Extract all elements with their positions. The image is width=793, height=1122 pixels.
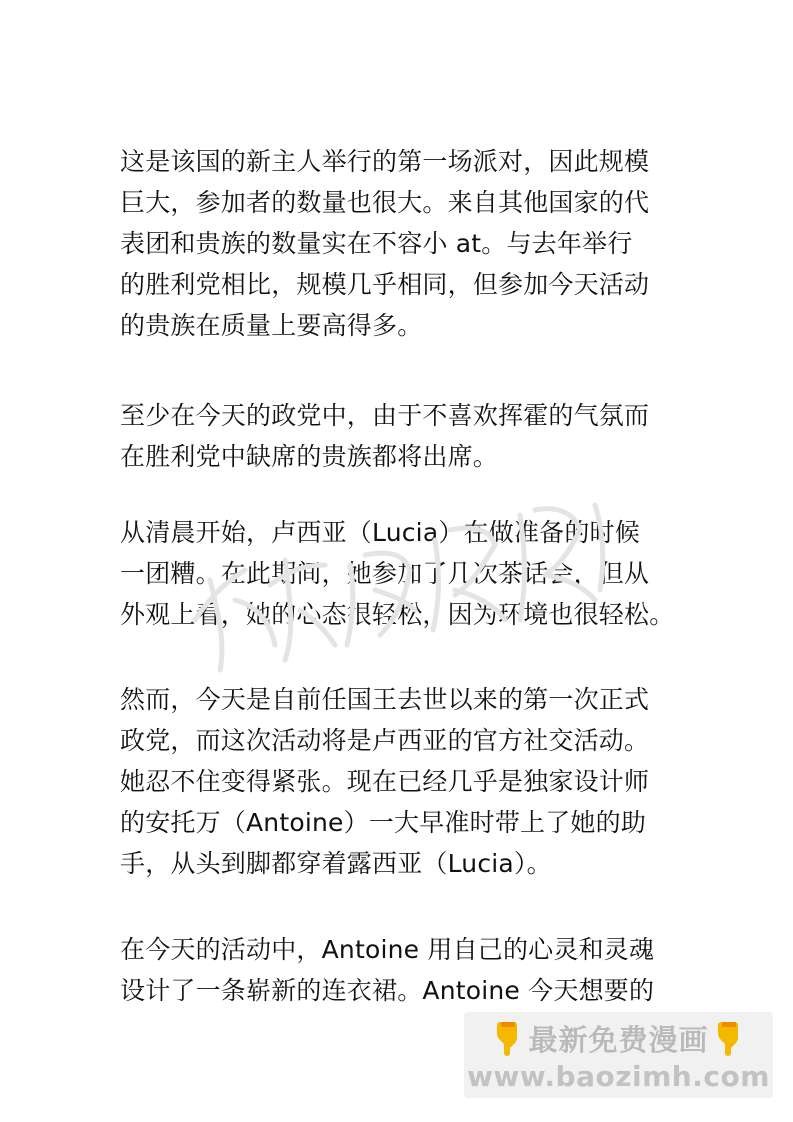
text-line: 巨大，参加者的数量也很大。来自其他国家的代 xyxy=(120,188,650,217)
text-line: 这是该国的新主人举行的第一场派对，因此规模 xyxy=(120,147,650,176)
promo-title: 最新免费漫画 xyxy=(528,1022,709,1057)
pointing-down-hand-icon xyxy=(713,1020,745,1056)
paragraph-1 xyxy=(120,141,680,346)
promo-title-row xyxy=(464,1018,773,1058)
text-line: 的安托万（Antoine）一大早准时带上了她的助 xyxy=(120,808,647,837)
paragraph-4 xyxy=(120,679,680,884)
text-line: 她忍不住变得紧张。现在已经几乎是独家设计师 xyxy=(120,767,650,796)
text-line: 外观上看，她的心态很轻松，因为环境也很轻松。 xyxy=(120,600,675,629)
text-line: 至少在今天的政党中，由于不喜欢挥霍的气氛而 xyxy=(120,401,650,430)
text-line: 在今天的活动中，Antoine 用自己的心灵和灵魂 xyxy=(120,935,655,964)
pointing-down-hand-icon xyxy=(492,1020,524,1056)
promo-banner[interactable] xyxy=(464,1012,773,1098)
paragraph-2 xyxy=(120,395,680,477)
text-line: 从清晨开始，卢西亚（Lucia）在做准备的时候 xyxy=(120,518,640,547)
text-line: 政党，而这次活动将是卢西亚的官方社交活动。 xyxy=(120,726,650,755)
text-line: 的胜利党相比，规模几乎相同，但参加今天活动 xyxy=(120,270,650,299)
text-line: 一团糟。在此期间，她参加了几次茶话会，但从 xyxy=(120,559,650,588)
text-line: 的贵族在质量上要高得多。 xyxy=(120,311,423,340)
text-line: 在胜利党中缺席的贵族都将出席。 xyxy=(120,442,499,471)
paragraph-3 xyxy=(120,512,680,635)
paragraph-5 xyxy=(120,929,680,1011)
text-line: 设计了一条崭新的连衣裙。Antoine 今天想要的 xyxy=(120,976,655,1005)
text-line: 手，从头到脚都穿着露西亚（Lucia）。 xyxy=(120,849,552,878)
promo-url-link[interactable]: www.baozimh.com xyxy=(467,1060,770,1093)
text-line: 然而，今天是自前任国王去世以来的第一次正式 xyxy=(120,685,650,714)
text-line: 表团和贵族的数量实在不容小 at。与去年举行 xyxy=(120,229,633,258)
